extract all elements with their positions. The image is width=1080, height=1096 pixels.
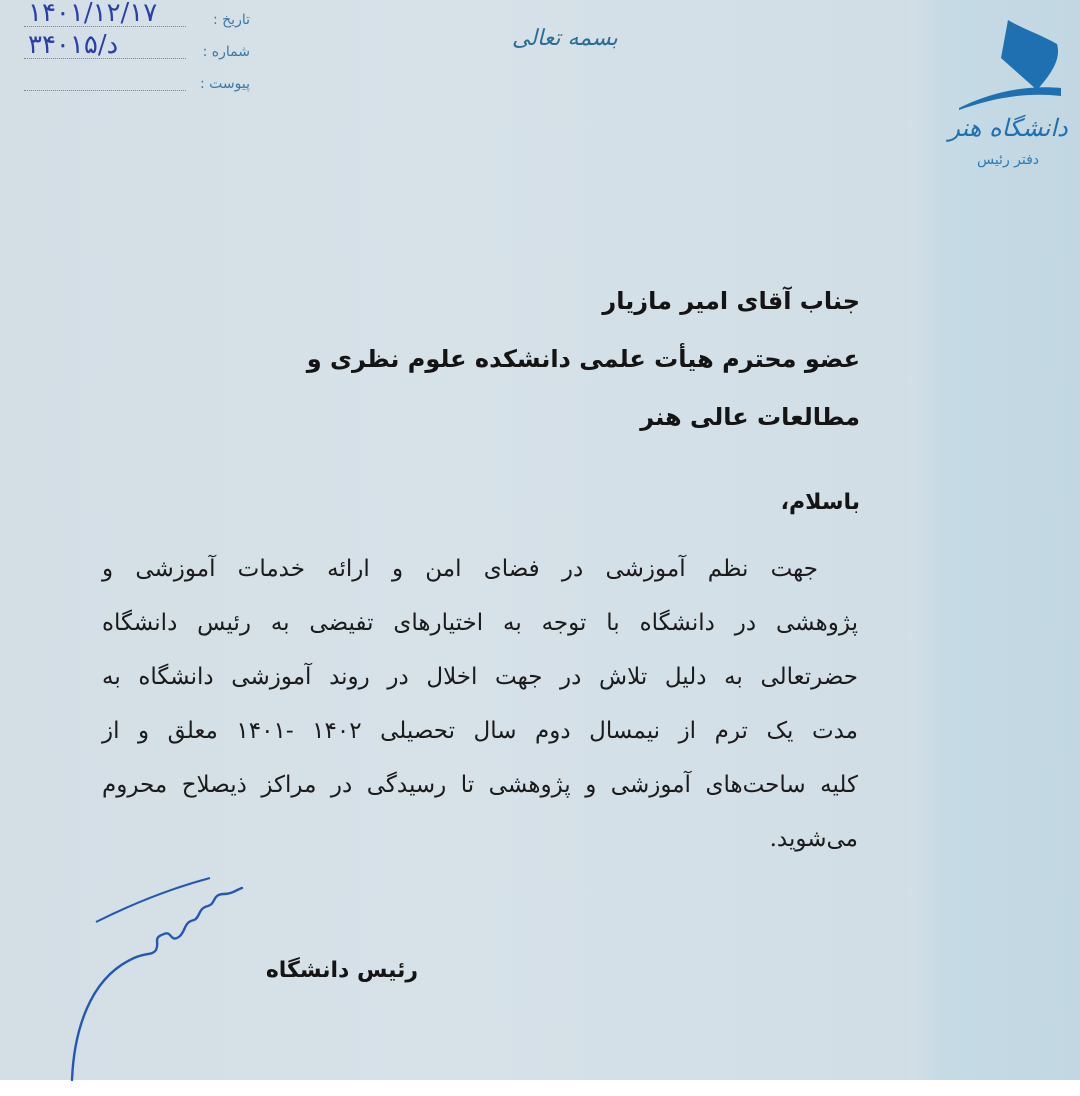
body-line: می‌شوید. [769,826,858,852]
meta-attachment-label: پیوست : [200,76,250,92]
office-name: دفتر رئیس [976,152,1040,168]
body-line: جهت نظم آموزشی در فضای امن و ارائه خدمات آموزشی و [102,556,818,582]
body-line: مدت یک ترم از نیمسال دوم سال تحصیلی ۱۴۰۲ -۱۴۰۱ معلق و از [102,718,859,744]
university-of-art-logo-icon [953,14,1063,114]
meta-number-value: ۳۴۰۱۵/د [28,29,119,60]
addressee-faculty: مطالعات عالی هنر [640,403,860,431]
meta-date-value: ۱۴۰۱/۱۲/۱۷ [28,0,158,28]
university-logo [948,14,1068,204]
meta-attachment-field [24,78,186,91]
handwritten-signature-icon [60,870,260,1085]
addressee-title: عضو محترم هیأت علمی دانشکده علوم نظری و [306,345,860,373]
meta-date-label: تاریخ : [212,12,250,28]
signer-title: رئیس دانشگاه [265,958,418,983]
letter-body [102,542,858,866]
letter-meta-block [20,0,250,100]
university-name: دانشگاه هنر [948,114,1068,142]
meta-number-row [20,29,250,68]
body-line: حضرتعالی به دلیل تلاش در جهت اخلال در روند آموزشی دانشگاه به [102,664,858,690]
addressee-name: جناب آقای امیر مازیار [602,287,860,315]
meta-number-field [24,29,186,60]
body-line: پژوهشی در دانشگاه با توجه به اختیارهای تفیضی به رئیس دانشگاه [102,610,858,636]
addressee-block [307,272,860,446]
meta-number-label: شماره : [202,44,250,60]
invocation-heading: بسمه تعالی [512,26,618,51]
greeting: باسلام، [780,490,860,515]
meta-date-field [24,0,186,28]
meta-attachment-row [20,68,250,100]
body-line: کلیه ساحت‌های آموزشی و پژوهشی تا رسیدگی در مراکز ذیصلاح محروم [102,772,858,798]
